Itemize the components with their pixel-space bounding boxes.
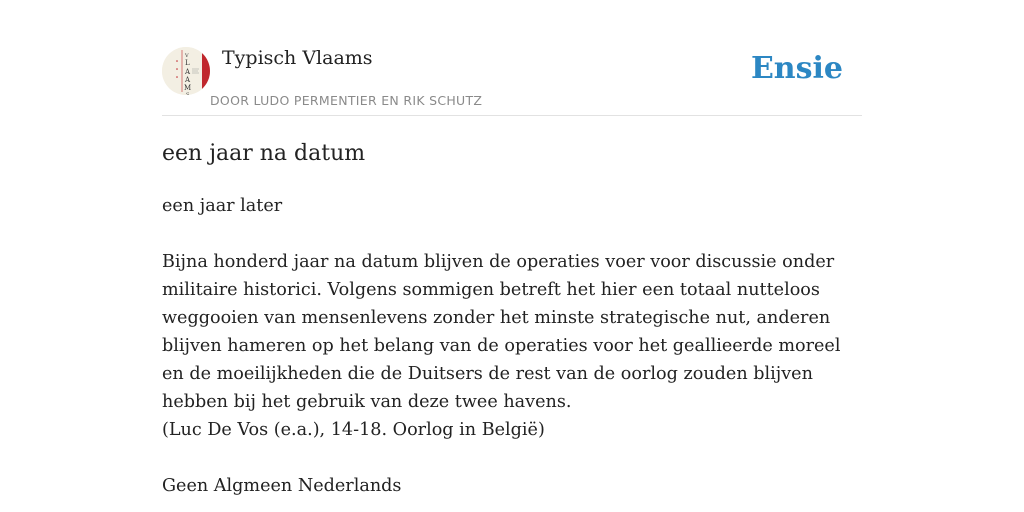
example-text: Bijna honderd jaar na datum blijven de operaties voer voor discussie onder militaire historici. Volgens sommigen betreft het hier een totaal nutteloos weggooien van mensenlevens zonder het minste strategische nut, anderen blijven hameren op het belang van de operaties voor het geallieerde moreel en de moeilijkheden die de Duitsers de rest van de oorlog zouden blijven hebben bij het gebruik van deze twee havens. bbox=[162, 252, 841, 412]
book-cover-image bbox=[162, 47, 210, 95]
svg-text:A: A bbox=[185, 68, 191, 76]
term-title: een jaar na datum bbox=[162, 141, 366, 166]
authors-byline: DOOR LUDO PERMENTIER EN RIK SCHUTZ bbox=[210, 93, 483, 108]
definition-text: een jaar later bbox=[162, 196, 283, 216]
source-title[interactable]: Typisch Vlaams bbox=[222, 47, 373, 69]
svg-text:A: A bbox=[185, 76, 191, 84]
svg-text:L: L bbox=[185, 59, 190, 67]
header bbox=[162, 0, 862, 116]
svg-text:V: V bbox=[185, 53, 189, 59]
region-label: Geen Algmeen Nederlands bbox=[162, 476, 402, 496]
citation-text: (Luc De Vos (e.a.), 14-18. Oorlog in België) bbox=[162, 420, 545, 440]
book-cover-icon[interactable] bbox=[162, 47, 210, 95]
svg-text:M: M bbox=[184, 84, 192, 92]
svg-text:S: S bbox=[186, 92, 190, 95]
brand-logo[interactable]: Ensie bbox=[750, 51, 843, 86]
entry-card bbox=[162, 0, 862, 496]
